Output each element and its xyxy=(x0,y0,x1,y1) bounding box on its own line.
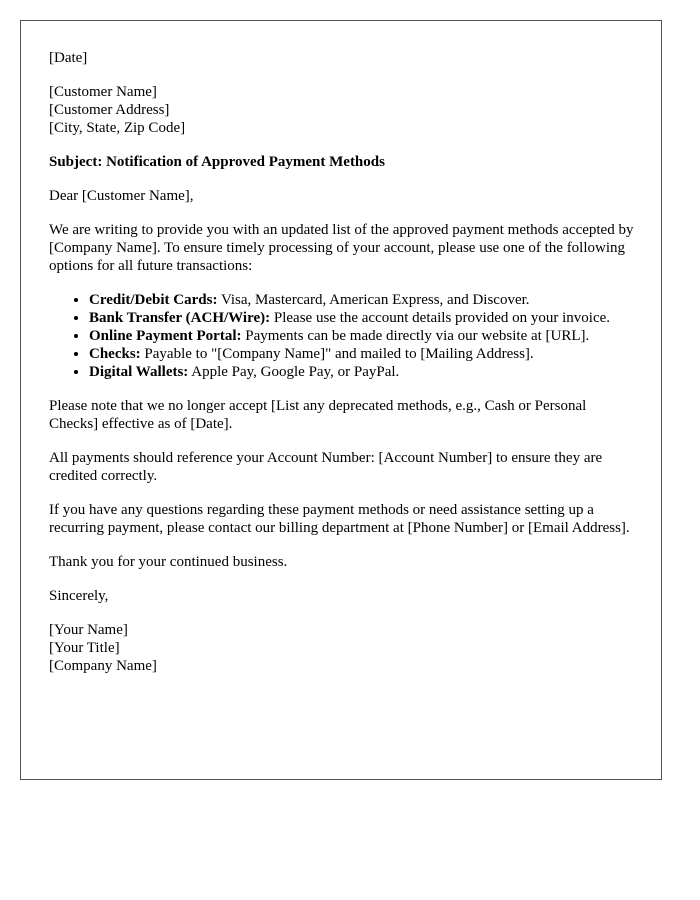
signer-title: [Your Title] xyxy=(49,640,120,656)
signer-company: [Company Name] xyxy=(49,658,157,674)
intro-paragraph: We are writing to provide you with an updated list of the approved payment methods accepted by [Company Name]. To ensure timely processing of your account, please use one of the following options for all future transactions: xyxy=(49,222,634,274)
recipient-street: [Customer Address] xyxy=(49,102,170,118)
method-text: Visa, Mastercard, American Express, and Discover. xyxy=(217,292,530,308)
method-label: Checks: xyxy=(89,346,141,362)
thanks-paragraph: Thank you for your continued business. xyxy=(49,554,288,570)
method-label: Credit/Debit Cards: xyxy=(89,292,218,308)
recipient-name: [Customer Name] xyxy=(49,84,157,100)
method-text: Apple Pay, Google Pay, or PayPal. xyxy=(188,364,400,380)
list-item xyxy=(89,291,635,309)
reference-paragraph: All payments should reference your Account Number: [Account Number] to ensure they are credited correctly. xyxy=(49,450,603,484)
deprecated-paragraph: Please note that we no longer accept [List any deprecated methods, e.g., Cash or Personal Checks] effective as of [Date]. xyxy=(49,398,587,432)
method-text: Payable to "[Company Name]" and mailed to [Mailing Address]. xyxy=(140,346,534,362)
closing: Sincerely, xyxy=(49,588,109,604)
letter-subject xyxy=(49,153,635,171)
payment-methods-list xyxy=(49,291,635,381)
recipient-address xyxy=(49,83,661,137)
method-text: Payments can be made directly via our website at [URL]. xyxy=(241,328,590,344)
method-text: Please use the account details provided on your invoice. xyxy=(270,310,611,326)
letter-date: [Date] xyxy=(49,50,88,66)
signer-name: [Your Name] xyxy=(49,622,128,638)
questions-paragraph: If you have any questions regarding these payment methods or need assistance setting up a recurring payment, please contact our billing department at [Phone Number] or [Email Address]. xyxy=(49,502,630,536)
recipient-city: [City, State, Zip Code] xyxy=(49,120,186,136)
method-label: Bank Transfer (ACH/Wire): xyxy=(89,310,271,326)
list-item xyxy=(89,363,635,381)
method-label: Online Payment Portal: xyxy=(89,328,242,344)
method-label: Digital Wallets: xyxy=(89,364,189,380)
letter-page xyxy=(20,20,662,780)
list-item xyxy=(89,345,635,363)
list-item xyxy=(89,309,635,327)
signature-block xyxy=(49,621,661,675)
salutation: Dear [Customer Name], xyxy=(49,188,194,204)
list-item xyxy=(89,327,635,345)
subject-text: Subject: Notification of Approved Payment Methods xyxy=(49,154,385,170)
